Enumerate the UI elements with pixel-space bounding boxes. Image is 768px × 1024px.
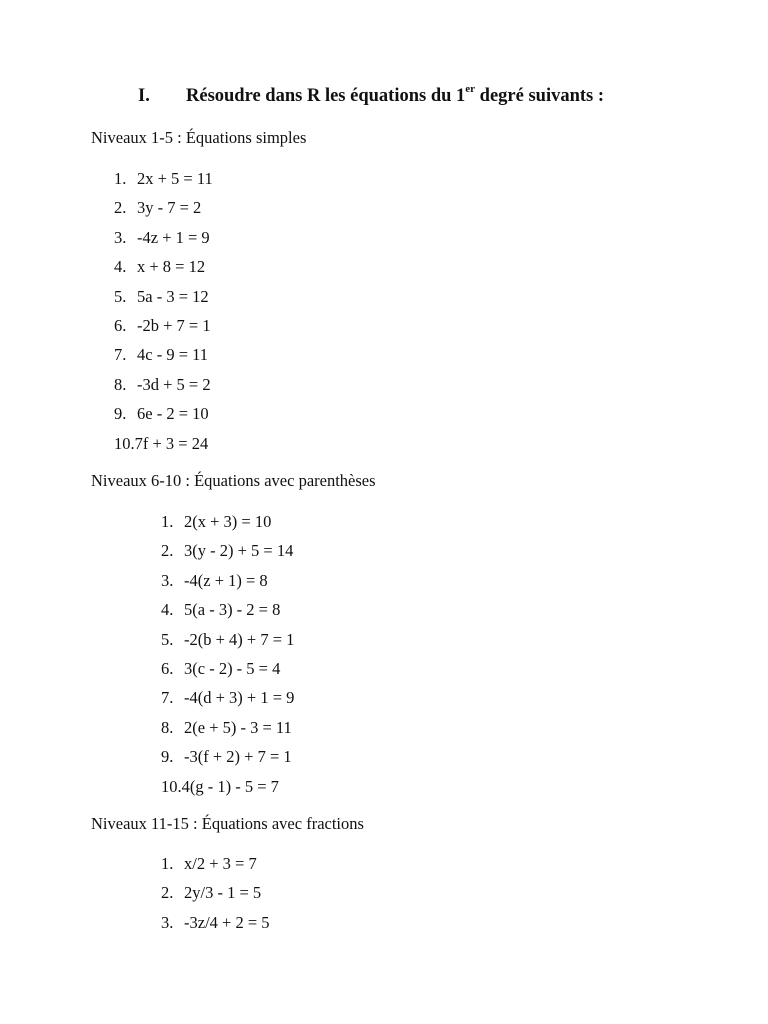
equation: -3(f + 2) + 7 = 1 — [184, 747, 292, 767]
list-item — [114, 311, 213, 340]
heading-number: I. — [138, 86, 150, 106]
item-number: 6. — [114, 315, 127, 335]
item-number: 8. — [161, 717, 174, 737]
equation: 6e - 2 = 10 — [137, 404, 209, 424]
equation: 2y/3 - 1 = 5 — [184, 883, 262, 903]
equation-list-parentheses — [161, 507, 294, 801]
item-number: 3. — [114, 227, 127, 247]
heading-text-before: Résoudre dans R les équations du 1 — [186, 86, 466, 106]
equation: 5a - 3 = 12 — [137, 286, 209, 306]
section-title-parentheses: Niveaux 6-10 : Équations avec parenthèses — [91, 471, 376, 490]
item-number: 7. — [114, 345, 127, 365]
exercise-heading — [138, 82, 605, 107]
item-number: 10. — [161, 776, 182, 796]
item-number: 1. — [161, 512, 174, 531]
item-number: 3. — [161, 912, 174, 932]
item-number: 2. — [114, 198, 127, 218]
equation-list-simple — [114, 164, 213, 458]
item-number: 4. — [161, 600, 174, 620]
equation: 2(e + 5) - 3 = 11 — [184, 717, 292, 737]
list-item — [114, 370, 213, 399]
list-item — [161, 654, 294, 683]
item-number: 8. — [114, 374, 127, 394]
list-item — [114, 429, 213, 458]
section-title-fractions: Niveaux 11-15 : Équations avec fractions — [91, 814, 364, 833]
list-item — [114, 252, 213, 281]
item-number: 7. — [161, 688, 174, 708]
equation: -2b + 7 = 1 — [137, 315, 211, 335]
list-item — [161, 566, 294, 595]
equation: -2(b + 4) + 7 = 1 — [184, 629, 295, 649]
list-item — [161, 772, 294, 801]
item-number: 1. — [161, 854, 174, 873]
list-item — [161, 683, 294, 712]
item-number: 2. — [161, 883, 174, 903]
equation: -4(z + 1) = 8 — [184, 570, 268, 590]
item-number: 5. — [114, 286, 127, 306]
item-number: 4. — [114, 257, 127, 277]
equation: 7f + 3 = 24 — [134, 433, 209, 453]
item-number: 9. — [114, 404, 127, 424]
item-number: 5. — [161, 629, 174, 649]
item-number: 6. — [161, 658, 174, 678]
list-item — [161, 713, 294, 742]
list-item — [114, 399, 213, 428]
equation: 3(y - 2) + 5 = 14 — [184, 541, 294, 561]
equation: 4(g - 1) - 5 = 7 — [181, 776, 279, 796]
equation: -3z/4 + 2 = 5 — [184, 912, 270, 932]
item-number: 10. — [114, 433, 135, 453]
heading-superscript: er — [465, 82, 476, 95]
item-number: 3. — [161, 570, 174, 590]
equation: 4c - 9 = 11 — [137, 345, 209, 365]
item-number: 2. — [161, 541, 174, 561]
list-item — [161, 625, 294, 654]
list-item — [114, 282, 213, 311]
equation: 2(x + 3) = 10 — [184, 512, 272, 531]
list-item — [161, 849, 270, 878]
list-item — [161, 507, 294, 536]
list-item — [114, 340, 213, 369]
equation: -3d + 5 = 2 — [137, 374, 211, 394]
list-item — [161, 536, 294, 565]
list-item — [161, 742, 294, 771]
heading-text-after: degré suivants : — [475, 86, 605, 106]
equation: 2x + 5 = 11 — [137, 169, 213, 188]
item-number: 1. — [114, 169, 127, 188]
equation-list-fractions — [161, 849, 270, 937]
equation: 5(a - 3) - 2 = 8 — [184, 600, 281, 620]
list-item — [114, 223, 213, 252]
list-item — [161, 595, 294, 624]
equation: -4z + 1 = 9 — [137, 227, 210, 247]
list-item — [114, 164, 213, 193]
equation: 3y - 7 = 2 — [137, 198, 202, 218]
equation: x/2 + 3 = 7 — [184, 854, 257, 873]
item-number: 9. — [161, 747, 174, 767]
section-title-simple: Niveaux 1-5 : Équations simples — [91, 128, 307, 147]
equation: 3(c - 2) - 5 = 4 — [184, 658, 281, 678]
equation: -4(d + 3) + 1 = 9 — [184, 688, 295, 708]
list-item — [114, 193, 213, 222]
equation: x + 8 = 12 — [137, 257, 206, 277]
list-item — [161, 878, 270, 907]
list-item — [161, 908, 270, 937]
